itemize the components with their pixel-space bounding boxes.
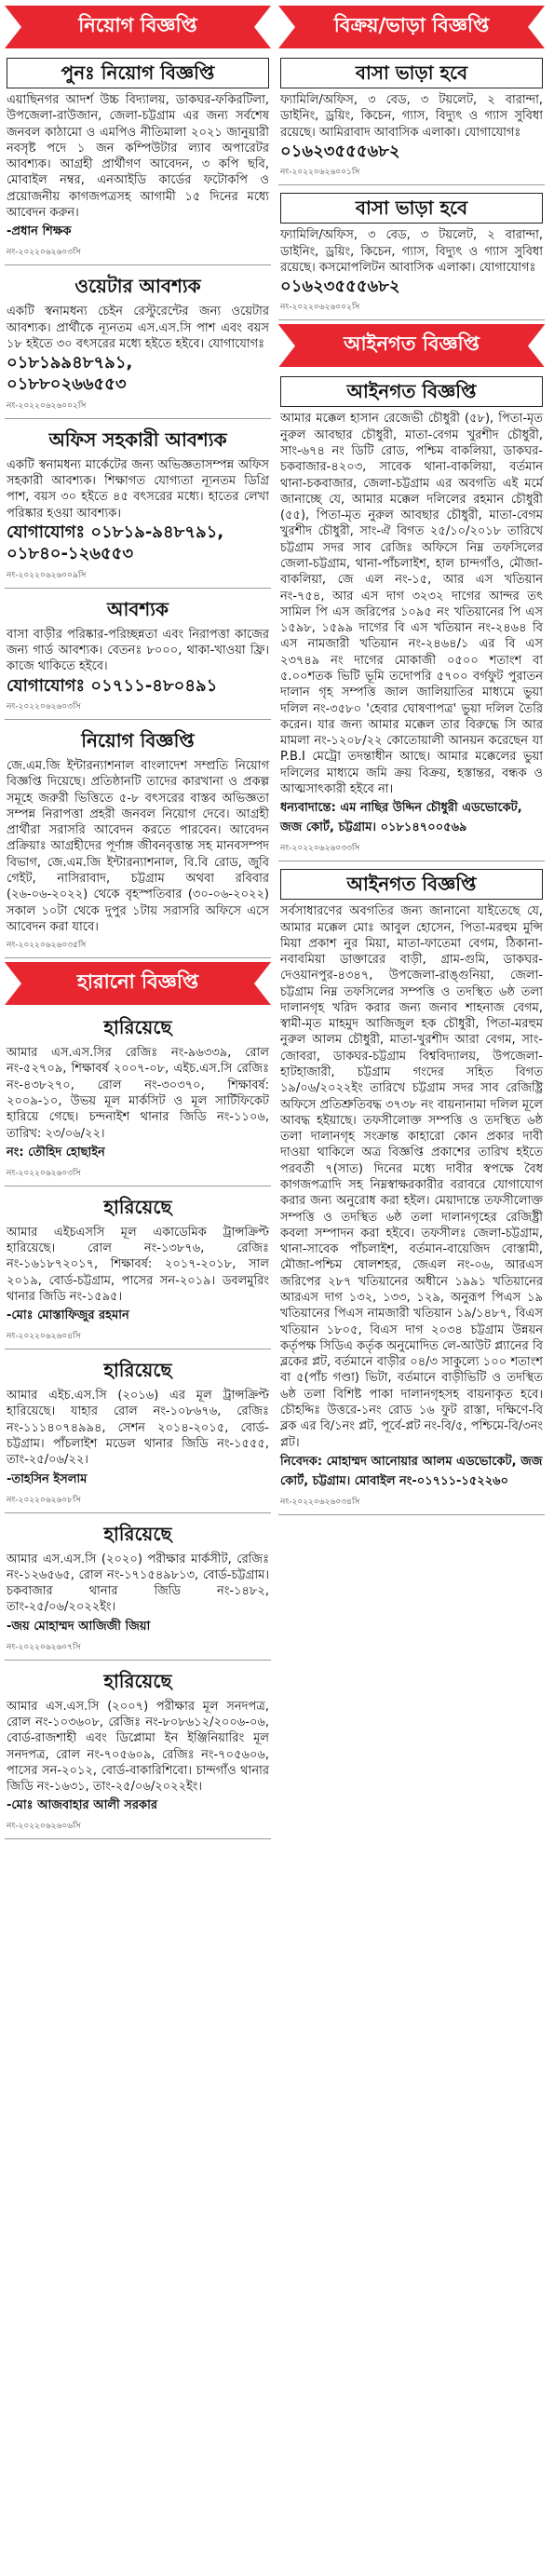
ad-phone: ০১৮৪০-১২৬৫৫৩ (7, 544, 134, 564)
ad-title: হারিয়েছে (103, 1669, 172, 1692)
ad-title: আইনগত বিজ্ঞপ্তি (280, 869, 543, 900)
ad-body: আমার এস.এস.সির রেজিঃ নং-৯৬৩৩৯, রোল নং-৫২৭০৯, শিক্ষাবর্ষ ২০০৭-০৮, এইচ.এস.সি রেজিঃ নং-৪৩৮২৭০, রোল নং-৩০৩৭০, শিক্ষাবর্ষ: ২০০৯-১০, উভয় মূল মার্কসিট ও মূল সার্টিফিকেট হারিয়ে গেছে। চন্দনাইশ থানার জিডি নং-১১০৬, তারিখ: ২৩/০৬/২২। (7, 1046, 269, 1141)
ad-title: ওয়েটার আবশ্যক (74, 275, 201, 298)
ad-house-rent-1 (278, 54, 545, 185)
ad-code: নং-২০২২০৬২৬০৩সি (7, 702, 81, 712)
ad-signature: -জয় মোহাম্মদ আজিজী জিয়া (7, 1619, 151, 1634)
ad-body: এয়াছিনগর আদর্শ উচ্চ বিদ্যালয়, ডাকঘর-ফকিরটিলা, উপজেলা-রাউজান, জেলা-চট্টগ্রাম এর জন্য সর্বশেষ জনবল কাঠামো ও এমপিও নীতিমালা ২০২১ জানুয়ারী নবসৃষ্ট পদে ১ জন কম্পিউটার ল্যাব অপারেটর আবশ্যক। আগ্রহী প্রার্থীগণ আবেদন, ৩ কপি ছবি, মোবাইল নম্বর, এনআইডি কার্ডের ফটোকপি ও প্রয়োজনীয় কাগজপত্রসহ আগামী ১৫ দিনের মধ্যে আবেদন করুন। (7, 93, 269, 220)
ad-lost-2 (5, 1190, 271, 1349)
section-header-recruitment: নিয়োগ বিজ্ঞপ্তি (5, 6, 271, 48)
ad-title: বাসা ভাড়া হবে (280, 58, 543, 88)
ad-signature: -মোঃ আজবাহার আলী সরকার (7, 1798, 158, 1813)
ad-lost-4 (5, 1517, 271, 1661)
ad-code: নং-২০২২০৬২৬০০১সি (280, 168, 360, 178)
section-header-sale-rent: বিক্রয়/ভাড়া বিজ্ঞপ্তি (278, 6, 545, 48)
ad-body: একটি স্বনামধন্য চেইন রেস্টুরেন্টের জন্য ওয়েটার আবশ্যক। প্রার্থীকে ন্যূনতম এস.এস.সি পাশ এবং বয়স ১৮ হইতে ৩০ বৎসরের মধ্যে হইতে হইবে। যোগাযোগঃ (7, 305, 269, 351)
right-column (278, 6, 545, 1843)
ad-body: একটি স্বনামধন্য মার্কেটের জন্য অভিজ্ঞতাসম্পন্ন অফিস সহকারী আবশ্যক। শিক্ষাগত যোগ্যতা ন্যূনতম ডিগ্রি পাশ, বয়স ৩০ হইতে ৪৫ বৎসরের মধ্যে। হাতের লেখা পরিষ্কার হওয়া আবশ্যক। (7, 457, 269, 521)
ad-code: নং-২০২২০৬২৬০৩সি (7, 248, 81, 258)
ad-house-rent-2 (278, 189, 545, 320)
ad-body: আমার এইচ.এস.সি (২০১৬) এর মূল ট্রান্সক্রিপ্ট হারিয়েছে। যাহার রোল নং-১০৮৬৭৬, রেজিঃ নং-১১১৪০৭৪৯৯৪, সেশন ২০১৪-২০১৫, বোর্ড-চট্টগ্রাম। পাঁচলাইশ মডেল থানার জিডি নং-১৫৫৫, তাং-২৫/০৬/২২। (7, 1389, 269, 1468)
ad-signature: ধন্যবাদান্তে: এম নাছির উদ্দিন চৌধুরী এডভোকেট, জজ কোর্ট, চট্টগ্রাম। ০১৮১৪৭০০৫৬৯ (280, 801, 522, 835)
ad-title: বাসা ভাড়া হবে (280, 193, 543, 224)
ad-code: নং-২০২২০৬২৬০৩৫সি (7, 941, 87, 951)
ad-title: আবশ্যক (106, 597, 169, 620)
ad-code: নং-২০২২০৬২৬০৮সি (7, 1495, 81, 1505)
ad-code: নং-২০২২০৬২৬০৬সি (7, 1822, 81, 1832)
ad-signature: নিবেদক: মোহাম্মদ আনোয়ার আলম এডভোকেট, জজ কোর্ট, চট্টগ্রাম। মোবাইল নং-০১৭১১-১৫২২৬০ (280, 1454, 543, 1488)
ad-title: পুনঃ নিয়োগ বিজ্ঞপ্তি (7, 58, 269, 88)
ad-phone: ০১৮৮০২৬৬৫৫৩ (7, 374, 127, 395)
ad-phone: ০১৮১৯৯৪৮৭৯১, (7, 353, 133, 373)
ad-guard-wanted (5, 592, 271, 720)
ad-body: জে.এম.জি ইন্টারন্যাশনাল বাংলাদেশ সম্প্রতি নিয়োগ বিজ্ঞপ্তি দিয়েছে। প্রতিষ্ঠানটি তাদের কারখানা ও প্রকল্প সমূহে জরুরী ভিত্তিতে ৫-৮ বৎসরের বাস্তব অভিজ্ঞতা সম্পন্ন নিরাপত্তা প্রহরী জনবল নিয়োগ দেবে। আগ্রহী প্রার্থীরা সরাসরি আবেদন করতে পারবেন। আবেদন প্রক্রিয়াঃ আগ্রহীদের পূর্ণাঙ্গ জীবনবৃত্তান্ত সহ মানবসম্পদ বিভাগ, জে.এম.জি ইন্টারন্যাশনাল, বি.বি রোড, জুবি গেইট, নাসিরাবাদ, চট্টগ্রাম অথবা রবিবার (২৬-০৬-২০২২) থেকে বৃহস্পতিবার (৩০-০৬-২০২২) সকাল ১০টা থেকে দুপুর ১টায় সরাসরি অফিসে এসে আবেদন করা যাবে। (7, 759, 269, 934)
ad-phone: যোগাযোগঃ ০১৮১৯-৯৪৮৭৯১, (7, 522, 224, 542)
ad-body: ফ্যামিলি/অফিস, ৩ বেড, ৩ টয়লেট, ২ বারান্দা, ডাইনিং, ড্রয়িং, কিচেন, গ্যাস, বিদ্যুৎ ও গ্যাস সুবিধা রয়েছে। আমিরাবাদ আবাসিক এলাকা। যোগাযোগঃ (280, 93, 543, 140)
ad-body: আমার এস.এস.সি (২০০৭) পরীক্ষার মূল সনদপত্র, রোল নং-১০৩৬০৮, রেজিঃ নং-৮০৮৬১২/২০০৬-০৬, বোর্ড-রাজশাহী এবং ডিপ্লোমা ইন ইঞ্জিনিয়ারিং মূল সনদপত্র, রোল নং-৭০৫৬০৯, রেজিঃ নং-৭০৫৬০৬, পাসের সন-২০১২, বোর্ড-বাকারিশিবো। চান্দগাঁও থানার জিডি নং-১৬৩১, তাং-২৫/০৬/২০২২ইং। (7, 1699, 269, 1795)
ad-body: আমার এইচএসসি মূল একাডেমিক ট্রান্সক্রিপ্ট হারিয়েছে। রোল নং-১৩৮৭৬, রেজিঃ নং-১৬১৮৭২০১৭, শিক্ষাবর্ষ: ২০১৭-২০১৮, সাল ২০১৯, বোর্ড-চট্টগ্রাম, পাসের সন-২০১৯। ডবলমুরিং থানার জিডি নং-১৫৯৫। (7, 1225, 269, 1304)
ad-code: নং-২০২২০৬২৬০৭সি (7, 1642, 81, 1652)
ad-title: নিয়োগ বিজ্ঞপ্তি (81, 729, 195, 752)
ad-phone: ০১৬২৩৫৫৫৬৮২ (280, 141, 400, 161)
ad-title: হারিয়েছে (103, 1522, 172, 1545)
left-column (5, 6, 271, 1843)
ad-code: নং-২০২২০৬২৬০০২সি (280, 303, 360, 313)
ad-phone: যোগাযোগঃ ০১৭১১-৪৮০৪৯১ (7, 675, 218, 696)
ad-title: হারিয়েছে (103, 1016, 172, 1039)
ad-code: নং-২০২২০৬২৬০০২সি (7, 400, 87, 411)
ad-body: ফ্যামিলি/অফিস, ৩ বেড, ৩ টয়লেট, ২ বারান্দা, ডাইনিং, ড্রয়িং, কিচেন, গ্যাস, বিদ্যুৎ ও গ্যাস সুবিধা রয়েছে। কসমোপলিটন আবাসিক এলাকা। যোগাযোগঃ (280, 228, 543, 275)
ad-code: নং-২০২২০৬২৬০৩৩সি (280, 844, 360, 854)
ad-recruitment-1 (5, 54, 271, 265)
ad-lost-1 (5, 1010, 271, 1186)
ad-body: আমার মক্কেল হাসান রেজেভী চৌধুরী (৫৮), পিতা-মৃত নুরুল আবছার চৌধুরী, মাতা-বেগম খুরশীদ চৌধুরী, সাং-৬৭৪ নং ডিটি রোড, পশ্চিম বাকলিয়া, ডাকঘর-চকবাজার-৪২০৩, সাবেক থানা-বাকলিয়া, বর্তমান থানা-চকবাজার, জেলা-চট্টগ্রাম এর অবগতি এই মর্মে জানাচ্ছে যে, আমার মক্কেল দলিলের রহমান চৌধুরী (৫৫), পিতা-মৃত নুরুল আবছার চৌধুরী, মাতা-বেগম খুরশীদ চৌধুরী, সাং-ঐ বিগত ২৫/১০/২০১৮ তারিখে চট্টগ্রাম সদর সাব রেজিঃ অফিসে নিম্ন তফসিলের জেলা-চট্টগ্রাম, থানা-পাঁচলাইশ, হাল চান্দগাঁও, মৌজা-বাকলিয়া, জে এল নং-১৫, আর এস খতিয়ান নং-৭৫৪, আর এস দাগ ৩২৩২ দাগের আন্দর তৎ সামিল পি এস জরিপের ১০৯৫ নং খতিয়ানের পি এস ১৫৯৮, ১৫৯৯ দাগের বি এস খতিয়ান নং-২৪৬৪ বি এস নামজারী খতিয়ান নং-২৪৬৪/১ এর বি এস ২৩৭৪৯ নং দাগের মোকাজী ০৫০০ শতাংশ বা ৫.০০শতক ভিটি ভূমি তদোপরি ৫৭০০ বর্গফুট পুরাতন দালান গৃহ সম্পত্তি জাল জালিয়াতির মাধ্যমে ভুয়া দলিল নং-৩৫৮০ 'হেবার ঘোষণাপত্র' ভুয়া দলিল তৈরি করেন। যার জন্য আমার মক্কেল তার বিরুদ্ধে সি আর মামলা নং-১২০৮/২২ কোতোয়ালী আনয়ন করেছেন যা P.B.I মেট্রো তদন্তাধীন আছে। আমার মক্কেলের ভুয়া দলিলের মাধ্যমে জমি ক্রয় বিক্রয়, হস্তান্তর, বন্ধক ও আত্মসাৎকারী হইবে না। (280, 412, 543, 796)
ad-title: হারিয়েছে (103, 1359, 172, 1382)
ad-title: আইনগত বিজ্ঞপ্তি (280, 376, 543, 407)
ad-code: নং-২০২২০৬২৬০৪সি (7, 1332, 81, 1342)
ad-code: নং-২০২২০৬২৬০৩সি (7, 1168, 81, 1178)
ad-code: নং-২০২২০৬২৬০০৯সি (7, 570, 87, 580)
ad-phone: ০১৬২৩৫৫৫৬৮২ (280, 277, 400, 297)
ad-lost-5 (5, 1664, 271, 1840)
ad-signature: -প্রধান শিক্ষক (7, 224, 72, 239)
ad-body: আমার এস.এস.সি (২০২০) পরীক্ষার মার্কসীট, রেজিঃ নং-১২৬৫৬৫, রোল নং-১৭১৫৪৯৮১৩, বোর্ড-চট্টগ্রাম। চকবাজার থানার জিডি নং-১৪৮২, তাং-২৫/০৬/২০২২ইং। (7, 1552, 269, 1615)
section-header-legal: আইনগত বিজ্ঞপ্তি (278, 324, 545, 367)
ad-lost-3 (5, 1353, 271, 1512)
ad-legal-1 (278, 373, 545, 861)
ad-body: বাসা বাড়ীর পরিষ্কার-পরিচ্ছন্নতা এবং নিরাপত্তা কাজের জন্য গার্ড আবশ্যক। বেতনঃ ৮০০০, থাকা-খাওয়া ফ্রি। কাজে থাকিতে হইবে। (7, 627, 269, 674)
ad-code: নং-২০২২০৬২৬০৩৪সি (280, 1497, 360, 1507)
ad-signature: -তাহসিন ইসলাম (7, 1471, 88, 1486)
ad-signature: -মোঃ মোস্তাফিজুর রহমান (7, 1308, 129, 1323)
ad-signature: নং: তৌহিদ হোছাইন (7, 1145, 105, 1159)
ad-waiter-wanted (5, 269, 271, 419)
ad-office-assistant (5, 423, 271, 589)
ad-recruitment-2 (5, 724, 271, 958)
ad-title: হারিয়েছে (103, 1195, 172, 1218)
ad-legal-2 (278, 865, 545, 1515)
ad-title: অফিস সহকারী আবশ্যক (48, 427, 227, 451)
section-header-lost: হারানো বিজ্ঞপ্তি (5, 962, 271, 1005)
ad-body: সর্বসাধারণের অবগতির জন্য জানানো যাইতেছে যে, আমার মক্কেল মোঃ আবুল হোসেন, পিতা-মরহুম মুন্সি মিয়া প্রকাশ নুর মিয়া, মাতা-ফাতেমা বেগম, ঠিকানা-নবাবমিয়া ডাক্তারের বাড়ী, গ্রাম-গুমি, ডাকঘর-দেওয়ানপুর-৪৩৪৭, উপজেলা-রাঙ্গুনিয়া, জেলা-চট্টগ্রাম নিম্ন তফসিলের সম্পত্তি ও তদস্থিত ৬ষ্ঠ তলা দালানগৃহ খরিদ করার জন্য জনাব শাহনাজ বেগম, স্বামী-মৃত মাহমুদ আজিজুল হক চৌধুরী, পিতা-মরহুম নুরুল আলম চৌধুরী, মাতা-খুরশীদ আরা বেগম, সাং-জোবরা, ডাকঘর-চট্টগ্রাম বিশ্ববিদ্যালয়, উপজেলা-হাটহাজারী, চট্টগ্রাম গংদের সহিত বিগত ১৯/০৬/২০২২ইং তারিখে চট্টগ্রাম সদর সাব রেজিষ্ট্রি অফিসে প্রতিশ্রুতিবদ্ধ ৩৭৩৮ নং বায়নানামা দলিল মূলে আবদ্ধ হইয়াছে। তফসীলোক্ত সম্পত্তি ও তদস্থিত ৬ষ্ঠ তলা দালানগৃহ সংক্রান্ত কাহারো কোন প্রকার দাবী দাওয়া থাকিলে অত্র বিজ্ঞপ্তি প্রকাশের তারিখ হইতে পরবর্তী ৭(সাত) দিনের মধ্যে দাবীর স্বপক্ষে বৈধ কাগজপত্রাদি সহ নিম্নস্বাক্ষরকারীর বরাবরে যোগাযোগ করার জন্য অনুরোধ করা হইল। মেয়াদান্তে তফসীলোক্ত সম্পত্তি ও তদস্থিত ৬ষ্ঠ তলা দালানগৃহের রেজিষ্ট্রী কবলা সম্পাদন করা হইবে। তফসীলঃ জেলা-চট্টগ্রাম, থানা-সাবেক পাঁচলাইশ, বর্তমান-বায়েজিদ বোস্তামী, মৌজা-পশ্চিম ষোলশহর, জেএল নং-০৬, আরএস জরিপের ২৮৭ খতিয়ানের অধীনে ১৯৯১ খতিয়ানের আরএস দাগ ১৩২, ১৩৩, ১২৯, অনুরূপ পিএস ১৯ খতিয়ানের পিএস নামজারী খতিয়ান ১৯/১৪৮৭, বিএস খতিয়ান ১৮০৫, বিএস দাগ ২০৩৪ চট্টগ্রাম উন্নয়ন কর্তৃপক্ষ সিডিএ কর্তৃক অনুমোদিত লে-আউট প্ল্যানের বি ব্লকের প্লট, বর্তমানে বাড়ীর ০৪/৩ সাকুল্যে ১০০ শতাংশ বা ৫(পাঁচ গণ্ডা) ভিটা, বর্তমানে বাড়ীভিটি ও তদস্থিত ৬ষ্ঠ তলা বিশিষ্ট পাকা দালানগৃহসহ বায়নাকৃত হবে। চৌহদ্দিঃ উত্তরে-১নং রোড ১৬ ফুট রাস্তা, দক্ষিণে-বি ব্লক এর বি/১নং প্লট, পূর্বে-প্লট নং-বি/৫, পশ্চিমে-বি/৩নং প্লট। (280, 904, 543, 1450)
